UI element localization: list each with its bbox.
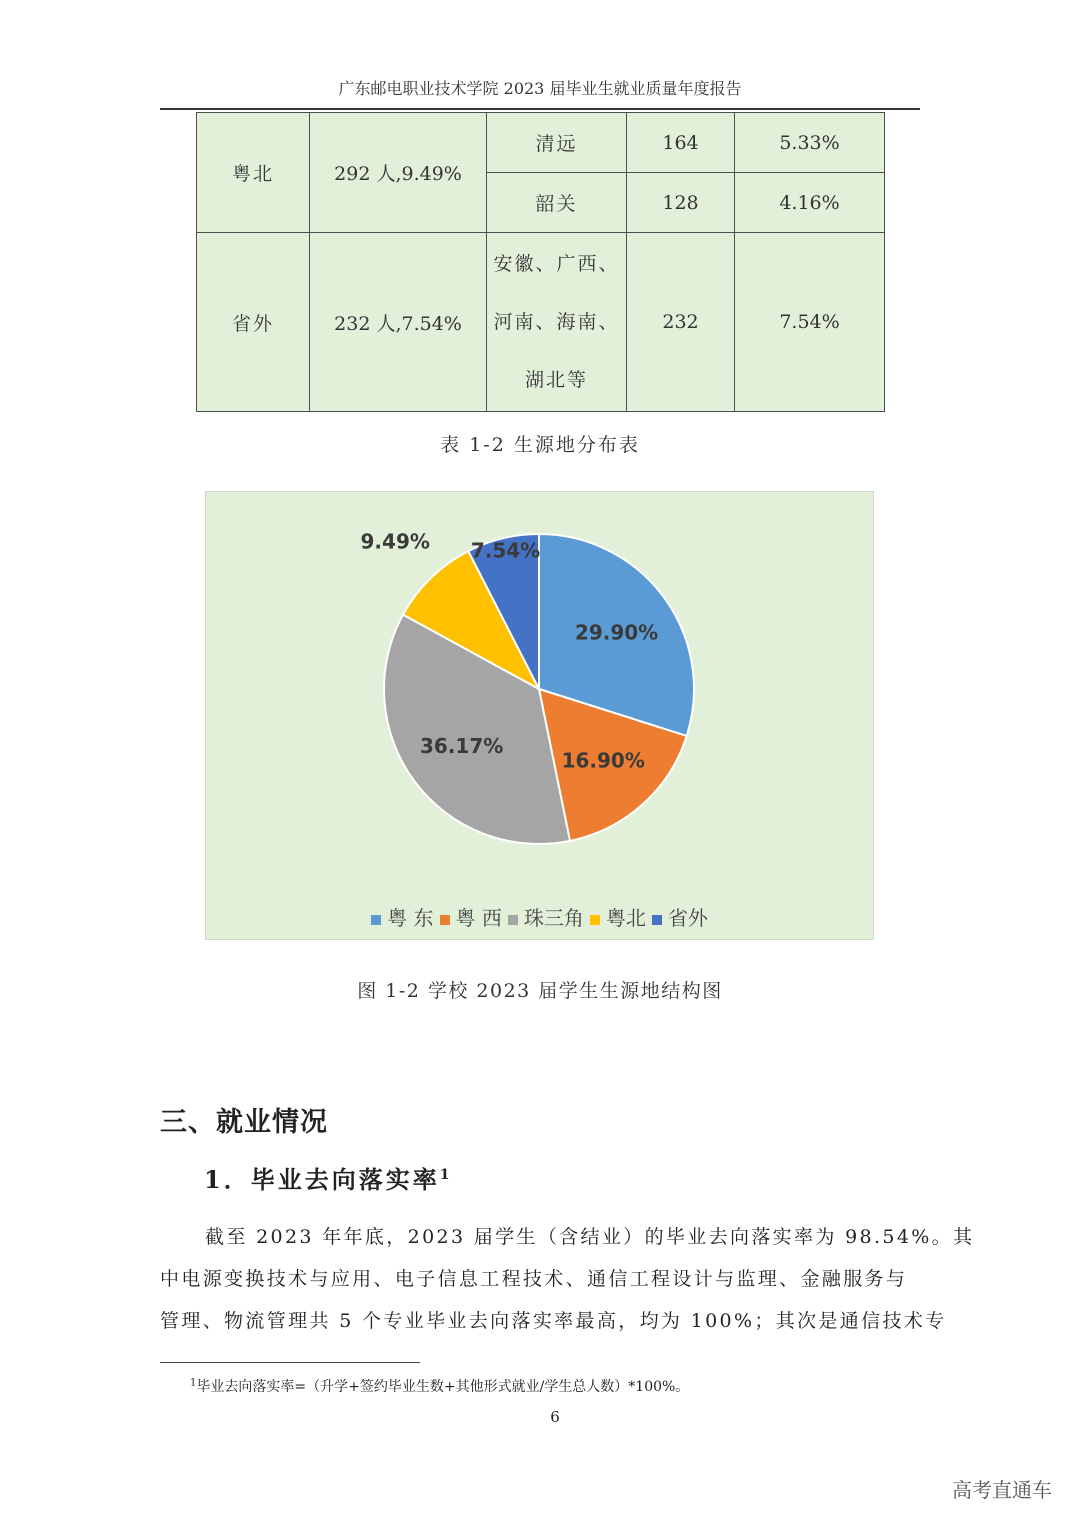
place-line: 河南、海南、 <box>493 311 620 333</box>
page-number: 6 <box>550 1408 560 1426</box>
legend-label: 粤北 <box>605 906 646 930</box>
legend-swatch <box>508 915 518 925</box>
sub-heading-text: 1．毕业去向落实率 <box>204 1165 440 1194</box>
footnote-divider <box>160 1362 420 1363</box>
table-row <box>197 113 885 173</box>
footnote-marker: 1 <box>190 1377 197 1389</box>
place-cell: 清远 <box>487 113 627 173</box>
place-line: 安徽、广西、 <box>493 253 620 275</box>
body-paragraph <box>160 1216 975 1342</box>
report-header-title: 广东邮电职业技术学院 2023 届毕业生就业质量年度报告 <box>338 79 742 98</box>
pie-data-label: 7.54% <box>470 538 541 563</box>
pie-data-label: 9.49% <box>360 529 430 554</box>
table-row <box>197 233 885 412</box>
legend-label: 省外 <box>667 906 708 930</box>
pie-data-label: 36.17% <box>420 734 504 759</box>
figure-caption: 图 1-2 学校 2023 届学生生源地结构图 <box>357 980 723 1002</box>
section-heading: 三、就业情况 <box>160 1107 328 1138</box>
legend-swatch <box>652 915 662 925</box>
percent-cell: 5.33% <box>735 113 885 173</box>
legend-swatch <box>440 915 450 925</box>
place-cell: 韶关 <box>487 173 627 233</box>
paragraph-line: 中电源变换技术与应用、电子信息工程技术、通信工程设计与监理、金融服务与 <box>160 1268 908 1290</box>
region-cell: 粤北 <box>197 113 310 233</box>
legend-item <box>508 902 584 931</box>
legend-label: 粤 西 <box>455 906 502 930</box>
legend-item <box>590 902 646 931</box>
source-distribution-table <box>196 112 885 412</box>
legend-swatch <box>590 915 600 925</box>
paragraph-line: 截至 2023 年年底，2023 届学生（含结业）的毕业去向落实率为 98.54%。其 <box>205 1226 975 1248</box>
legend-item <box>652 902 708 931</box>
legend-item <box>371 902 433 931</box>
region-cell: 省外 <box>197 233 310 412</box>
header-divider <box>160 108 920 110</box>
count-cell: 128 <box>627 173 735 233</box>
legend-label: 珠三角 <box>523 906 584 930</box>
watermark: 高考直通车 <box>952 1478 1052 1502</box>
place-cell <box>487 233 627 412</box>
paragraph-line: 管理、物流管理共 5 个专业毕业去向落实率最高，均为 100%；其次是通信技术专 <box>160 1310 947 1332</box>
footnote-marker: 1 <box>439 1167 450 1183</box>
legend-swatch <box>371 915 381 925</box>
pie-chart-svg <box>206 492 873 892</box>
pie-data-label: 16.90% <box>561 748 645 773</box>
sub-heading <box>204 1160 449 1195</box>
table-caption: 表 1-2 生源地分布表 <box>440 434 640 456</box>
legend-label: 粤 东 <box>387 906 434 930</box>
percent-cell: 7.54% <box>735 233 885 412</box>
count-cell: 232 <box>627 233 735 412</box>
count-cell: 164 <box>627 113 735 173</box>
legend-item <box>440 902 502 931</box>
place-line: 湖北等 <box>524 369 588 391</box>
summary-cell: 292 人,9.49% <box>310 113 487 233</box>
footnote <box>190 1376 689 1396</box>
footnote-text: 毕业去向落实率=（升学+签约毕业生数+其他形式就业/学生总人数）*100%。 <box>196 1379 690 1395</box>
pie-chart <box>205 491 874 940</box>
percent-cell: 4.16% <box>735 173 885 233</box>
pie-data-label: 29.90% <box>574 620 659 645</box>
summary-cell: 232 人,7.54% <box>310 233 487 412</box>
chart-legend <box>206 902 873 931</box>
